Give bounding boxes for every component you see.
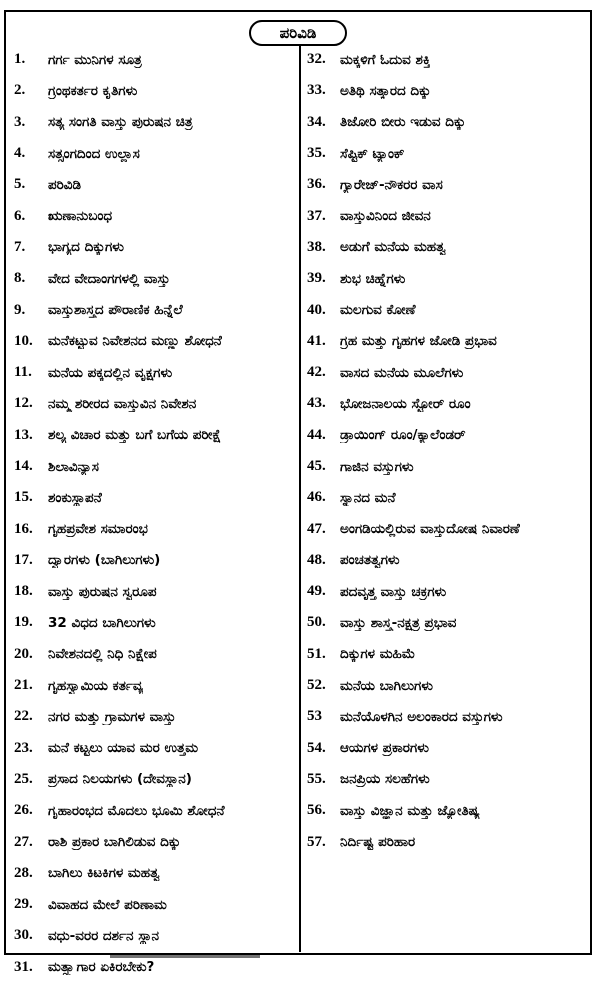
toc-entry	[307, 545, 587, 576]
toc-entry	[14, 576, 296, 607]
toc-entry-number: 43.	[307, 395, 326, 412]
toc-entry	[14, 451, 296, 482]
toc-entry-number: 42.	[307, 364, 326, 381]
toc-entry-title: ಗ್ರಹ ಮತ್ತು ಗೃಹಗಳ ಜೋಡಿ ಪ್ರಭಾವ	[340, 333, 497, 350]
toc-entry-title: ಸತ್ಯ ಸಂಗತಿ ವಾಸ್ತು ಪುರುಷನ ಚಿತ್ರ	[48, 114, 193, 131]
toc-entry	[307, 138, 587, 169]
toc-entry	[307, 326, 587, 357]
toc-entry-title: ಗಾಜಿನ ವಸ್ತುಗಳು	[340, 458, 414, 475]
toc-entry-number: 10.	[14, 332, 33, 349]
toc-entry	[307, 294, 587, 325]
toc-entry	[14, 357, 296, 388]
toc-entry-title: ವಾಸ್ತು ಪುರುಷನ ಸ್ವರೂಪ	[48, 583, 157, 600]
toc-entry	[14, 232, 296, 263]
toc-entry	[14, 826, 296, 857]
toc-entry-number: 57.	[307, 833, 326, 850]
toc-entry-number: 46.	[307, 489, 326, 506]
toc-entry	[14, 889, 296, 920]
toc-entry	[307, 263, 587, 294]
toc-entry-number: 48.	[307, 551, 326, 568]
toc-entry-title: ವಾಸ್ತು ಶಾಸ್ತ್ರ-ನಕ್ಷತ್ರ ಪ್ರಭಾವ	[340, 614, 457, 631]
toc-entry	[14, 920, 296, 951]
toc-entry-number: 30.	[14, 927, 33, 944]
toc-entry-number: 12.	[14, 395, 33, 412]
toc-entry-number: 21.	[14, 677, 33, 694]
toc-entry	[307, 513, 587, 544]
column-divider	[299, 46, 301, 952]
toc-entry-title: ನಗರ ಮತ್ತು ಗ್ರಾಮಗಳ ವಾಸ್ತು	[48, 708, 176, 725]
toc-entry-title: ಮನೆಯ ಬಾಗಿಲುಗಳು	[340, 677, 433, 694]
toc-entry-title: ದಿಕ್ಕುಗಳ ಮಹಿಮೆ	[340, 646, 416, 663]
toc-left-column	[14, 44, 296, 983]
toc-entry-title: ತಿಜೋರಿ ಬೀರು ಇಡುವ ದಿಕ್ಕು	[340, 114, 466, 131]
toc-entry-title: ಶಲ್ಯ ವಿಚಾರ ಮತ್ತು ಬಗೆ ಬಗೆಯ ಪರೀಕ್ಷೆ	[48, 427, 222, 444]
toc-entry	[14, 169, 296, 200]
toc-entry	[307, 639, 587, 670]
toc-entry	[307, 107, 587, 138]
toc-entry-number: 28.	[14, 864, 33, 881]
toc-entry-title: ಮನೆಯ ಪಕ್ಕದಲ್ಲಿನ ವೃಕ್ಷಗಳು	[48, 364, 173, 381]
toc-entry-number: 40.	[307, 301, 326, 318]
toc-entry-number: 14.	[14, 458, 33, 474]
toc-entry	[14, 263, 296, 294]
toc-entry-number: 11.	[14, 364, 32, 381]
page-title: ಪರಿವಿಡಿ	[249, 20, 347, 46]
toc-entry-title: ಗೃಹಾರಂಭದ ಮೊದಲು ಭೂಮಿ ಶೋಧನೆ	[48, 802, 225, 819]
toc-entry-number: 32.	[307, 51, 326, 68]
toc-entry-title: ನಿವೇಶನದಲ್ಲಿ ನಿಧಿ ನಿಕ್ಷೇಪ	[48, 646, 157, 663]
toc-entry-number: 56.	[307, 802, 326, 819]
toc-right-column	[307, 44, 587, 858]
toc-entry-number: 52.	[307, 677, 326, 694]
toc-entry	[14, 513, 296, 544]
toc-entry	[14, 200, 296, 231]
toc-entry-number: 17.	[14, 551, 33, 568]
toc-entry-title: ಮತ್ಸ್ಯಾಗಾರ ಏಕಿರಬೇಕು?	[48, 959, 155, 976]
toc-entry-title: ವಾಸ್ತು ವಿಜ್ಞಾನ ಮತ್ತು ಜ್ಯೋತಿಷ್ಯ	[340, 802, 480, 819]
toc-entry-number: 16.	[14, 520, 33, 537]
toc-entry-number: 6.	[14, 207, 26, 224]
toc-entry	[307, 169, 587, 200]
toc-entry-title: ಋಣಾನುಬಂಧ	[48, 208, 113, 225]
toc-entry	[307, 670, 587, 701]
toc-entry-number: 15.	[14, 489, 33, 506]
toc-entry-title: ಮನೆ ಕಟ್ಟಲು ಯಾವ ಮರ ಉತ್ತಮ	[48, 740, 199, 757]
toc-entry	[14, 482, 296, 513]
toc-entry-title: ದ್ವಾರಗಳು (ಬಾಗಿಲುಗಳು)	[48, 552, 161, 569]
toc-entry-title: ವಾಸ್ತುಶಾಸ್ತ್ರದ ಪೌರಾಣಿಕ ಹಿನ್ನೆಲೆ	[48, 302, 183, 319]
toc-entry	[307, 482, 587, 513]
toc-entry-number: 34.	[307, 113, 326, 130]
toc-entry-number: 36.	[307, 176, 326, 193]
toc-entry-title: ವಧು-ವರರ ದರ್ಶನ ಸ್ಥಾನ	[48, 927, 160, 944]
toc-entry	[14, 420, 296, 451]
toc-entry-number: 20.	[14, 645, 33, 662]
toc-entry	[14, 138, 296, 169]
toc-entry-title: ಗ್ರಂಥಕರ್ತರ ಕೃತಿಗಳು	[48, 82, 138, 99]
toc-entry	[14, 607, 296, 638]
toc-entry-number: 7.	[14, 238, 26, 255]
toc-entry	[307, 576, 587, 607]
toc-entry-number: 33.	[307, 82, 326, 99]
toc-entry-number: 29.	[14, 896, 33, 913]
toc-entry	[14, 75, 296, 106]
toc-entry	[14, 733, 296, 764]
toc-entry	[14, 701, 296, 732]
toc-entry-number: 18.	[14, 583, 33, 600]
toc-entry-number: 8.	[14, 270, 26, 287]
toc-entry	[307, 701, 587, 732]
toc-entry-title: ರಾಶಿ ಪ್ರಕಾರ ಬಾಗಿಲಿಡುವ ದಿಕ್ಕು	[48, 834, 181, 851]
toc-entry-title: ಭಾಗ್ಯದ ದಿಕ್ಕುಗಳು	[48, 239, 124, 256]
toc-entry-number: 38.	[307, 238, 326, 255]
toc-entry	[14, 107, 296, 138]
toc-entry	[307, 420, 587, 451]
toc-entry	[307, 826, 587, 857]
toc-entry-title: ವೇದ ವೇದಾಂಗಗಳಲ್ಲಿ ವಾಸ್ತು	[48, 270, 170, 287]
toc-entry-title: ಅಡುಗೆ ಮನೆಯ ಮಹತ್ವ	[340, 239, 446, 256]
toc-entry-title: ಪದವೃತ್ತ ವಾಸ್ತು ಚಕ್ರಗಳು	[340, 583, 447, 600]
toc-entry-number: 50.	[307, 614, 326, 631]
toc-entry-title: ಆಯಗಳ ಪ್ರಕಾರಗಳು	[340, 740, 429, 757]
toc-entry-title: ವಿವಾಹದ ಮೇಲೆ ಪರಿಣಾಮ	[48, 896, 167, 913]
toc-entry-title: ಅತಿಥಿ ಸತ್ಕಾರದ ದಿಕ್ಕು	[340, 82, 431, 99]
toc-entry-number: 2.	[14, 82, 26, 99]
toc-entry-number: 13.	[14, 426, 33, 443]
toc-entry-number: 5.	[14, 176, 26, 193]
toc-entry-title: ನಮ್ಮ ಶರೀರದ ವಾಸ್ತುವಿನ ನಿವೇಶನ	[48, 395, 197, 412]
toc-entry-title: ಡ್ರಾಯಿಂಗ್ ರೂಂ/ಕ್ಯಾಲೆಂಡರ್	[340, 427, 466, 444]
toc-entry-title: ಶುಭ ಚಿಹ್ನೆಗಳು	[340, 270, 406, 287]
toc-entry	[14, 670, 296, 701]
toc-entry	[14, 44, 296, 75]
toc-entry-number: 41.	[307, 332, 326, 349]
toc-entry	[307, 232, 587, 263]
toc-entry	[307, 795, 587, 826]
toc-entry-number: 4.	[14, 145, 26, 162]
toc-entry-title: ಮಕ್ಕಳಿಗೆ ಓದುವ ಶಕ್ತಿ	[340, 51, 431, 68]
toc-entry	[14, 545, 296, 576]
toc-entry-title: ಶಂಕುಸ್ಥಾಪನೆ	[48, 489, 102, 506]
toc-entry-number: 47.	[307, 520, 326, 537]
toc-entry-number: 44.	[307, 426, 326, 443]
toc-entry	[14, 795, 296, 826]
toc-entry	[307, 733, 587, 764]
toc-entry-number: 26.	[14, 802, 33, 819]
toc-entry	[307, 200, 587, 231]
toc-entry-number: 37.	[307, 207, 326, 224]
toc-entry	[307, 44, 587, 75]
toc-entry-title: ಸತ್ಸಂಗದಿಂದ ಉಲ್ಲಾಸ	[48, 145, 140, 162]
toc-entry-number: 53	[307, 708, 322, 725]
toc-entry-number: 1.	[14, 51, 26, 68]
toc-entry	[307, 357, 587, 388]
toc-entry	[14, 952, 296, 983]
toc-entry-number: 31.	[14, 958, 33, 975]
toc-entry-number: 19.	[14, 614, 33, 631]
toc-entry-title: ವಾಸ್ತುವಿನಿಂದ ಜೀವನ	[340, 208, 431, 225]
toc-entry-number: 39.	[307, 270, 326, 287]
toc-entry	[14, 294, 296, 325]
toc-entry-title: ಸ್ನಾನದ ಮನೆ	[340, 489, 396, 506]
toc-entry-title: ಶಿಲಾವಿನ್ಯಾಸ	[48, 458, 99, 475]
toc-entry	[307, 75, 587, 106]
toc-entry-title: 32 ವಿಧದ ಬಾಗಿಲುಗಳು	[48, 614, 156, 631]
toc-entry-number: 9.	[14, 301, 26, 318]
toc-entry-number: 23.	[14, 739, 33, 756]
toc-entry-number: 55.	[307, 770, 326, 787]
toc-entry-title: ಭೋಜನಾಲಯ ಸ್ಟೋರ್ ರೂಂ	[340, 395, 471, 412]
toc-entry-number: 35.	[307, 145, 326, 162]
toc-entry-title: ಮನೆಕಟ್ಟುವ ನಿವೇಶನದ ಮಣ್ಣು ಶೋಧನೆ	[48, 333, 222, 350]
toc-entry	[307, 607, 587, 638]
toc-entry-title: ಮನೆಯೊಳಗಿನ ಅಲಂಕಾರದ ವಸ್ತುಗಳು	[340, 708, 503, 725]
toc-entry-title: ಗೃಹಪ್ರವೇಶ ಸಮಾರಂಭ	[48, 521, 148, 538]
toc-entry	[307, 451, 587, 482]
toc-entry-number: 3.	[14, 113, 26, 130]
toc-entry	[14, 639, 296, 670]
toc-entry-number: 51.	[307, 645, 326, 662]
toc-entry-number: 22.	[14, 708, 33, 725]
toc-entry-title: ಗ್ಯಾರೇಜ್-ನೌಕರರ ವಾಸ	[340, 176, 443, 193]
toc-entry	[14, 388, 296, 419]
toc-entry	[14, 326, 296, 357]
toc-entry	[307, 764, 587, 795]
toc-entry-number: 25.	[14, 770, 33, 787]
toc-entry-number: 45.	[307, 458, 326, 474]
toc-entry-number: 54.	[307, 739, 326, 756]
toc-entry-number: 49.	[307, 583, 326, 600]
toc-entry-number: 27.	[14, 833, 33, 850]
toc-entry-title: ವಾಸದ ಮನೆಯ ಮೂಲೆಗಳು	[340, 364, 464, 381]
toc-entry-title: ಮಲಗುವ ಕೋಣೆ	[340, 302, 416, 319]
toc-entry-title: ಗೃಹಸ್ವಾಮಿಯ ಕರ್ತವ್ಯ	[48, 677, 144, 694]
toc-entry-title: ನಿರ್ದಿಷ್ಟ ಪರಿಹಾರ	[340, 834, 416, 851]
toc-entry-title: ಗರ್ಗ ಮುನಿಗಳ ಸೂತ್ರ	[48, 51, 142, 68]
toc-entry-title: ಅಂಗಡಿಯಲ್ಲಿರುವ ವಾಸ್ತುದೋಷ ನಿವಾರಣೆ	[340, 521, 520, 538]
toc-entry-title: ಪರಿವಿಡಿ	[48, 176, 81, 193]
toc-entry	[14, 764, 296, 795]
toc-entry	[307, 388, 587, 419]
toc-entry-title: ಬಾಗಿಲು ಕಿಟಕಿಗಳ ಮಹತ್ವ	[48, 865, 160, 882]
toc-entry-title: ಪ್ರಸಾದ ನಿಲಯಗಳು (ದೇವಸ್ಥಾನ)	[48, 771, 192, 788]
toc-entry-title: ಸೆಪ್ಟಿಕ್ ಟ್ಯಾಂಕ್	[340, 145, 405, 162]
toc-entry-title: ಪಂಚತತ್ವಗಳು	[340, 552, 400, 569]
toc-entry	[14, 858, 296, 889]
toc-entry-title: ಜನಪ್ರಿಯ ಸಲಹೆಗಳು	[340, 771, 430, 788]
